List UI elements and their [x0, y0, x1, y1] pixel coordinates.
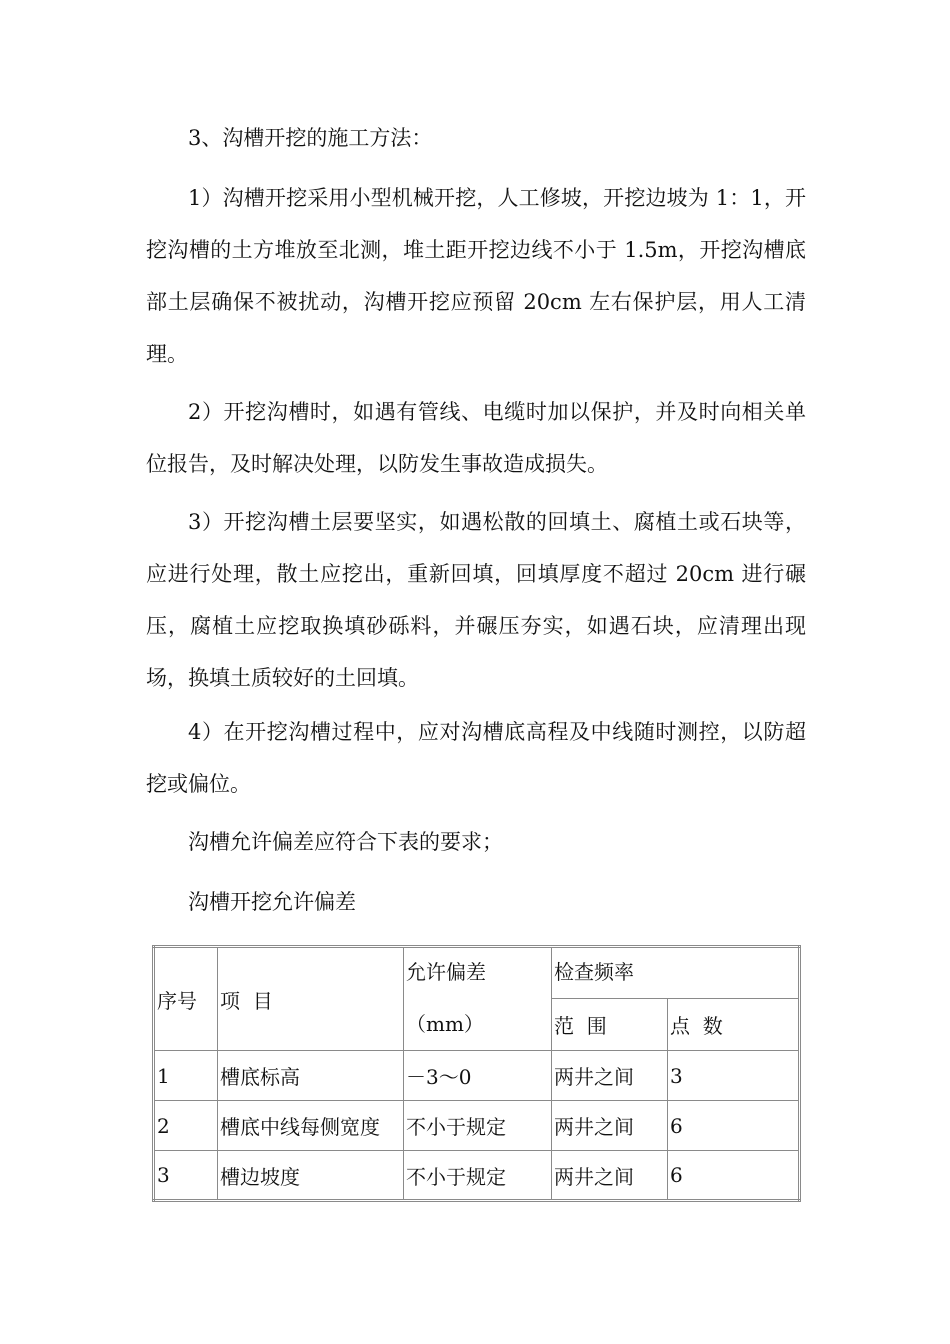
tolerance-table: [152, 945, 801, 1202]
cell-no: 2: [154, 1101, 218, 1151]
cell-points: 6: [668, 1151, 800, 1201]
header-item: 项 目: [218, 947, 404, 1051]
table-intro: 沟槽允许偏差应符合下表的要求；: [188, 830, 503, 854]
paragraph-1: 1）沟槽开挖采用小型机械开挖，人工修坡，开挖边坡为 1：1，开挖沟槽的土方堆放至北测，堆土距开挖边线不小于 1.5m，开挖沟槽底部土层确保不被扰动，沟槽开挖应预留 20cm 左右保护层，用人工清理。: [146, 186, 806, 366]
paragraph-2: 2）开挖沟槽时，如遇有管线、电缆时加以保护，并及时向相关单位报告，及时解决处理，以防发生事故造成损失。: [146, 400, 806, 476]
table-row: [154, 1151, 800, 1201]
table-caption: 沟槽开挖允许偏差: [188, 890, 356, 914]
cell-tolerance: －3～0: [404, 1051, 552, 1101]
paragraph-4: 4）在开挖沟槽过程中，应对沟槽底高程及中线随时测控，以防超挖或偏位。: [146, 720, 806, 796]
table-header-row: [154, 947, 800, 999]
cell-range: 两井之间: [552, 1101, 668, 1151]
cell-points: 3: [668, 1051, 800, 1101]
cell-range: 两井之间: [552, 1051, 668, 1101]
header-tolerance-label: 允许偏差: [406, 960, 486, 984]
cell-no: 1: [154, 1051, 218, 1101]
section-heading: 3、沟槽开挖的施工方法：: [188, 126, 433, 150]
header-tolerance: [404, 947, 552, 1051]
table-row: [154, 1051, 800, 1101]
cell-points: 6: [668, 1101, 800, 1151]
cell-no: 3: [154, 1151, 218, 1201]
paragraph-3: 3）开挖沟槽土层要坚实，如遇松散的回填土、腐植土或石块等，应进行处理，散土应挖出，重新回填，回填厚度不超过 20cm 进行碾压，腐植土应挖取换填砂砾料，并碾压夯实，如遇石块，应清理出现场，换填土质较好的土回填。: [146, 510, 806, 690]
cell-tolerance: 不小于规定: [404, 1101, 552, 1151]
cell-item: 槽底标高: [218, 1051, 404, 1101]
cell-item: 槽底中线每侧宽度: [218, 1101, 404, 1151]
header-no: 序号: [154, 947, 218, 1051]
header-frequency: 检查频率: [552, 947, 800, 999]
header-range: 范 围: [552, 999, 668, 1051]
cell-range: 两井之间: [552, 1151, 668, 1201]
table-row: [154, 1101, 800, 1151]
header-tolerance-unit: （mm）: [406, 1012, 484, 1036]
header-points: 点 数: [668, 999, 800, 1051]
cell-item: 槽边坡度: [218, 1151, 404, 1201]
cell-tolerance: 不小于规定: [404, 1151, 552, 1201]
